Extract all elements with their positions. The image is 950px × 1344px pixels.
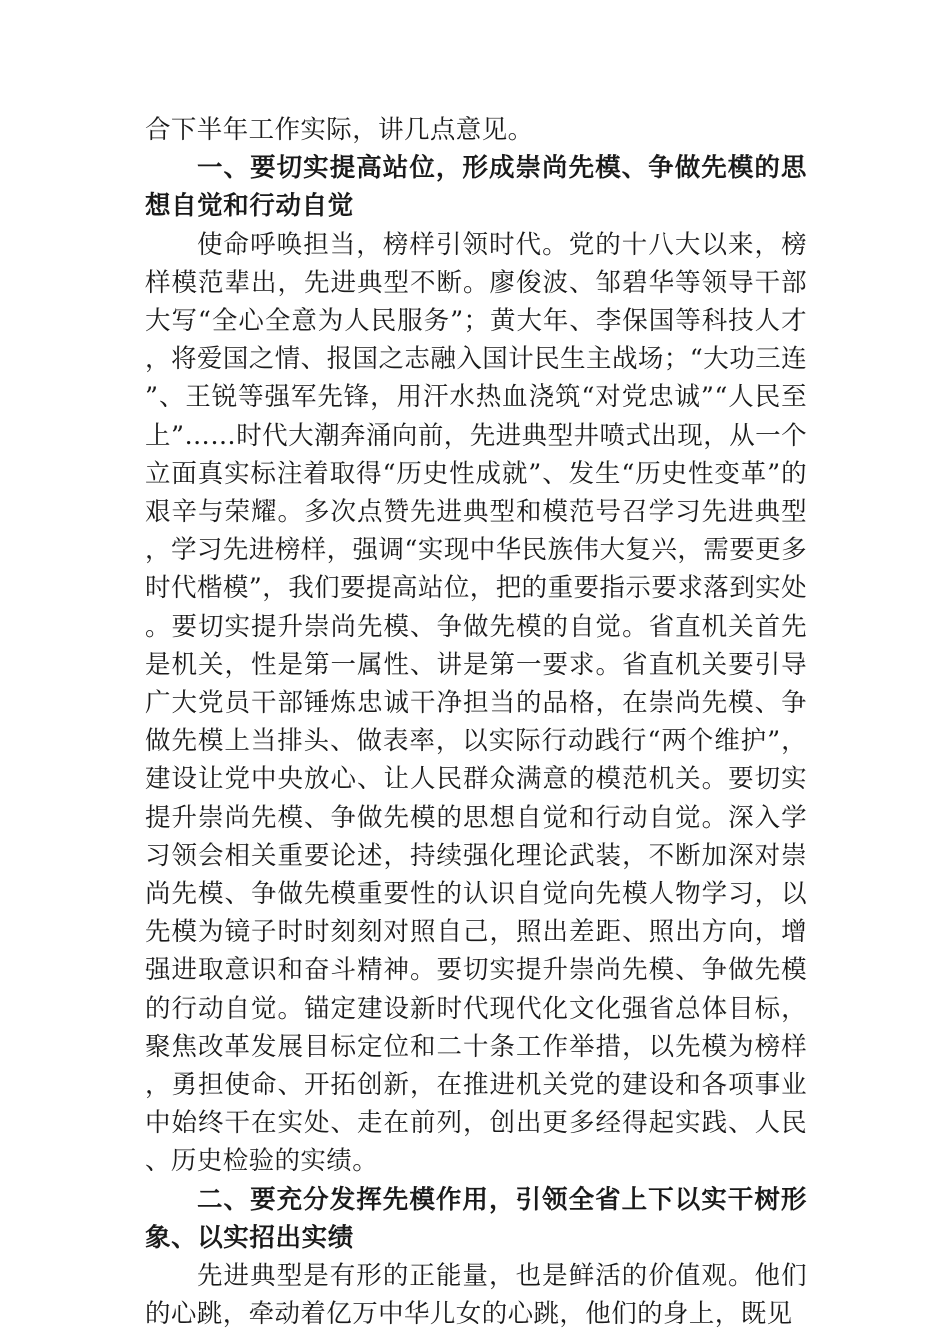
intro-paragraph-tail: 合下半年工作实际，讲几点意见。	[145, 115, 534, 145]
section-body-1: 使命呼唤担当，榜样引领时代。党的十八大以来，榜样模范辈出，先进典型不断。廖俊波、邹碧华等领导干部大写“全心全意为人民服务”；黄大年、李保国等科技人才，将爱国之情、报国之志融入国计民生主战场；“大功三连”、王锐等强军先锋，用汗水热血浇筑“对党忠诚”“人民至上”……时代大潮奔涌向前，先进典型井喷式出现，从一个立面真实标注着取得“历史性成就”、发生“历史性变革”的艰辛与荣耀。多次点赞先进典型和模范号召学习先进典型，学习先进榜样，强调“实现中华民族伟大复兴，需要更多时代楷模”，我们要提高站位，把的重要指示要求落到实处。要切实提升崇尚先模、争做先模的自觉。省直机关首先是机关，性是第一属性、讲是第一要求。省直机关要引导广大党员干部锤炼忠诚干净担当的品格，在崇尚先模、争做先模上当排头、做表率，以实际行动践行“两个维护”，建设让党中央放心、让人民群众满意的模范机关。要切实提升崇尚先模、争做先模的思想自觉和行动自觉。深入学习领会相关重要论述，持续强化理论武装，不断加深对崇尚先模、争做先模重要性的认识自觉向先模人物学习，以先模为镜子时时刻刻对照自己，照出差距、照出方向，增强进取意识和奋斗精神。要切实提升崇尚先模、争做先模的行动自觉。锚定建设新时代现代化文化强省总体目标，聚焦改革发展目标定位和二十条工作举措，以先模为榜样，勇担使命、开拓创新，在推进机关党的建设和各项事业中始终干在实处、走在前列，创出更多经得起实践、人民、历史检验的实绩。	[145, 229, 807, 1177]
section-body-2: 先进典型是有形的正能量，也是鲜活的价值观。他们的心跳，牵动着亿万中华儿女的心跳，他们的身上，既见	[145, 1261, 807, 1330]
section-heading-2: 二、要充分发挥先模作用，引领全省上下以实干树形象、以实招出实绩	[145, 1184, 807, 1253]
section-heading-1: 一、要切实提高站位，形成崇尚先模、争做先模的思想自觉和行动自觉	[145, 153, 807, 222]
document-page	[145, 111, 807, 1334]
